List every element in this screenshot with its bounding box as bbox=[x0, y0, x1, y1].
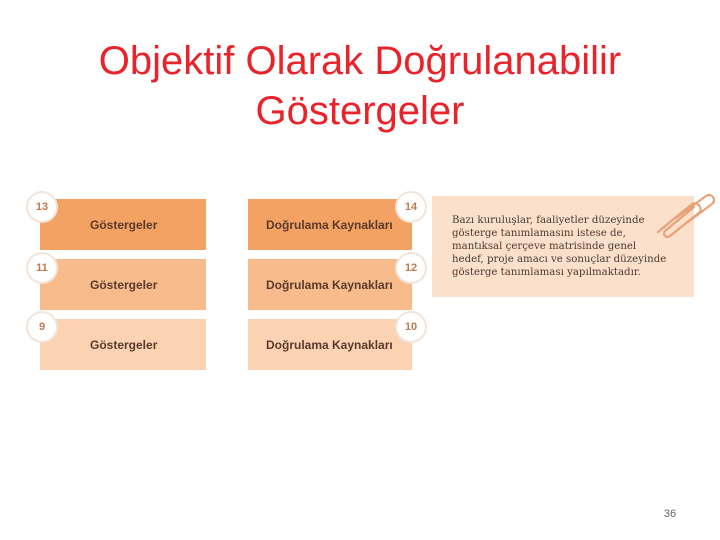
indicators-label: Göstergeler bbox=[90, 337, 158, 352]
verification-sources-label: Doğrulama Kaynakları bbox=[266, 217, 393, 232]
note-line: mantıksal çerçeve matrisinde genel bbox=[452, 241, 637, 252]
verification-sources-label: Doğrulama Kaynakları bbox=[266, 337, 393, 352]
verification-sources-box-1 bbox=[248, 199, 412, 250]
verification-sources-box-3 bbox=[248, 319, 412, 370]
note-line: hedef, proje amacı ve sonuçlar düzeyinde bbox=[452, 254, 667, 265]
note-line: Bazı kuruluşlar, faaliyetler düzeyinde bbox=[452, 215, 645, 226]
indicators-box-1 bbox=[40, 199, 206, 250]
number-badge: 12 bbox=[397, 254, 425, 282]
number-badge: 9 bbox=[28, 313, 56, 341]
indicators-label: Göstergeler bbox=[90, 217, 158, 232]
number-badge: 13 bbox=[28, 193, 56, 221]
slide-title bbox=[0, 36, 720, 136]
verification-sources-label: Doğrulama Kaynakları bbox=[266, 277, 393, 292]
page-number: 36 bbox=[663, 508, 677, 520]
indicators-label: Göstergeler bbox=[90, 277, 158, 292]
indicators-box-3 bbox=[40, 319, 206, 370]
slide-title-line-2: Göstergeler bbox=[255, 89, 465, 133]
indicators-box-2 bbox=[40, 259, 206, 310]
note-line: gösterge tanımlamasını istese de, bbox=[452, 228, 626, 239]
number-badge: 11 bbox=[28, 254, 56, 282]
note-line: gösterge tanımlaması yapılmaktadır. bbox=[452, 267, 641, 278]
paperclip-icon bbox=[650, 192, 720, 242]
verification-sources-box-2 bbox=[248, 259, 412, 310]
number-badge: 10 bbox=[397, 313, 425, 341]
slide-title-line-1: Objektif Olarak Doğrulanabilir bbox=[98, 39, 622, 83]
number-badge: 14 bbox=[397, 193, 425, 221]
